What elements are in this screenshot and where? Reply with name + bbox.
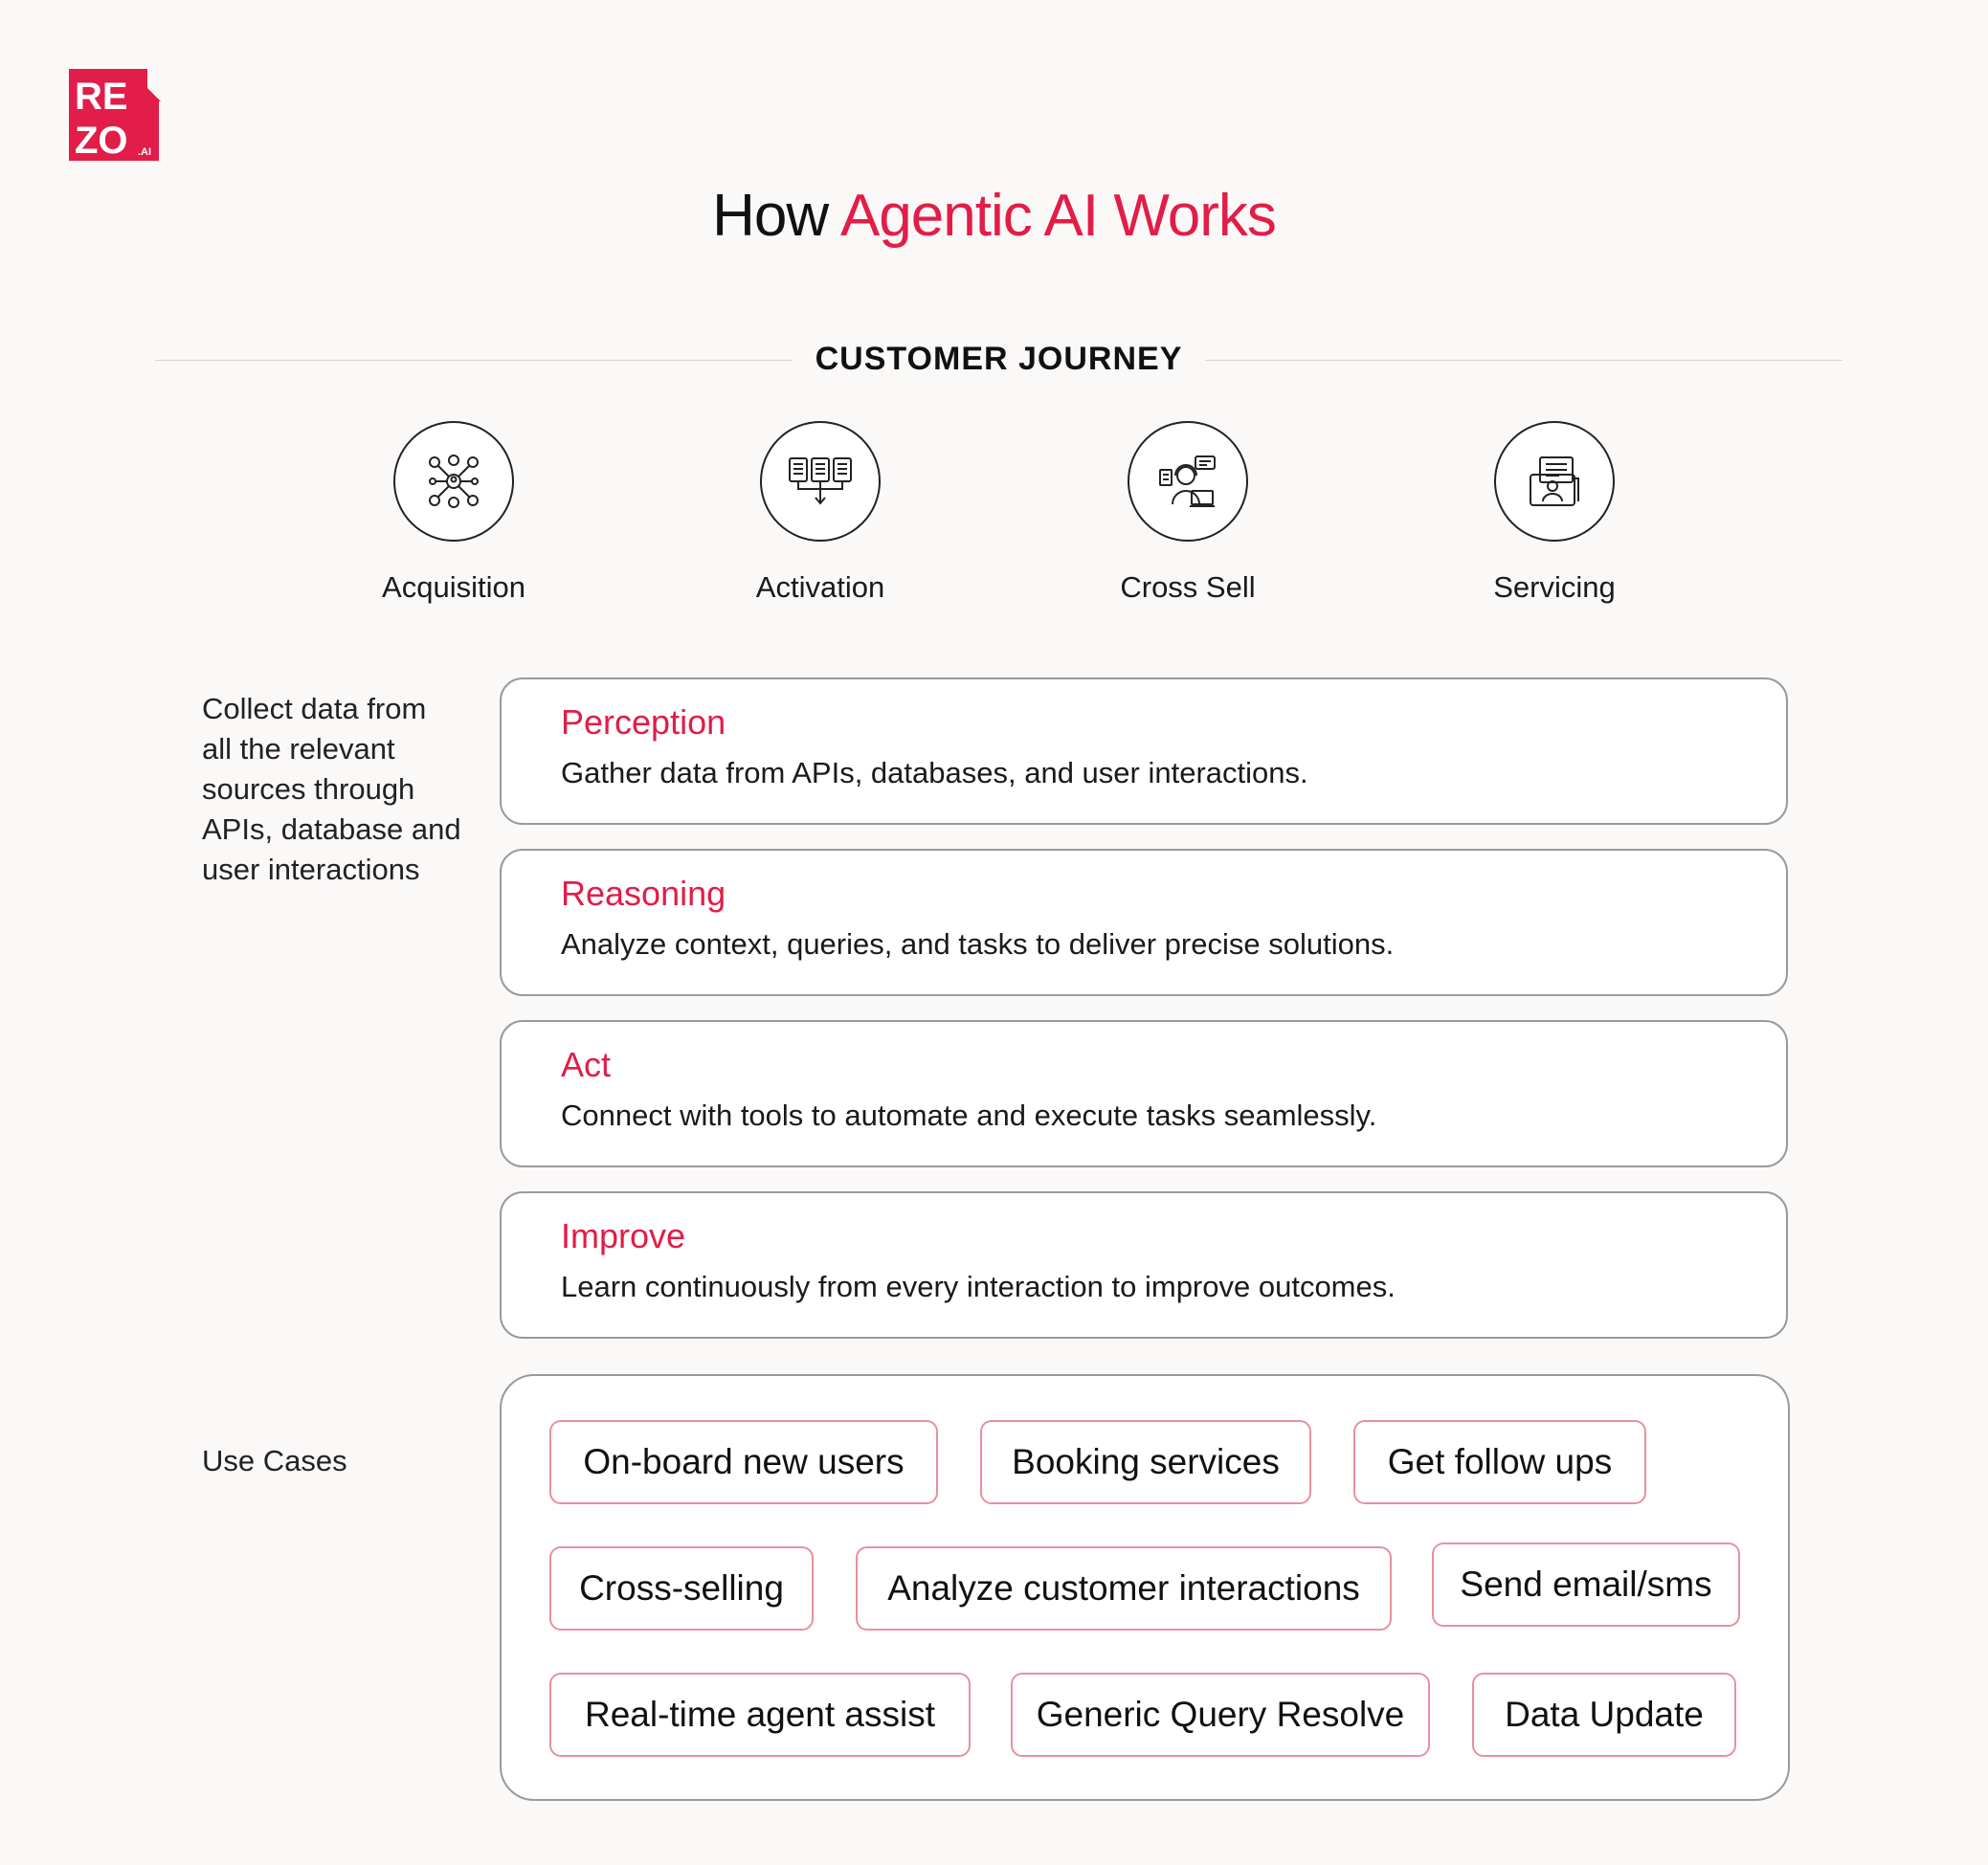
svg-text:ZO: ZO <box>75 120 128 161</box>
customer-journey-label: CUSTOMER JOURNEY <box>815 341 1183 377</box>
stage-cross-sell <box>1073 421 1303 605</box>
side-note-line: all the relevant <box>202 732 395 766</box>
stage-label: Acquisition <box>382 570 525 604</box>
step-card-perception <box>500 677 1788 825</box>
stage-label: Cross Sell <box>1120 570 1256 604</box>
divider-right <box>1205 360 1843 361</box>
side-note-line: APIs, database and <box>202 812 461 846</box>
use-case-chip: Data Update <box>1472 1673 1736 1757</box>
customer-journey-header <box>155 341 1843 379</box>
svg-text:RE: RE <box>75 76 128 118</box>
step-card-act <box>500 1020 1788 1167</box>
use-case-chip: Real-time agent assist <box>549 1673 971 1757</box>
network-users-icon <box>393 421 514 542</box>
use-cases-label: Use Cases <box>202 1444 347 1477</box>
step-name: Reasoning <box>561 874 726 913</box>
documents-flow-icon <box>760 421 881 542</box>
use-case-chip: On-board new users <box>549 1420 938 1504</box>
stage-servicing <box>1440 421 1669 605</box>
title-prefix: How <box>712 183 840 249</box>
side-note <box>202 689 461 890</box>
use-case-chip: Send email/sms <box>1432 1543 1740 1627</box>
use-cases-panel <box>500 1374 1790 1801</box>
page-title <box>0 182 1988 250</box>
stage-acquisition <box>339 421 569 605</box>
brand-logo <box>69 69 161 161</box>
use-case-chip: Get follow ups <box>1353 1420 1646 1504</box>
use-case-chip: Cross-selling <box>549 1546 814 1631</box>
step-description: Connect with tools to automate and execute tasks seamlessly. <box>561 1099 1377 1132</box>
stage-label: Activation <box>755 570 885 604</box>
stage-activation <box>705 421 935 605</box>
step-card-reasoning <box>500 849 1788 996</box>
step-name: Improve <box>561 1216 686 1255</box>
step-name: Act <box>561 1045 612 1084</box>
step-description: Analyze context, queries, and tasks to deliver precise solutions. <box>561 927 1395 961</box>
side-note-line: Collect data from <box>202 692 427 725</box>
step-description: Learn continuously from every interaction to improve outcomes. <box>561 1270 1396 1303</box>
step-description: Gather data from APIs, databases, and user interactions. <box>561 756 1308 789</box>
side-note-line: user interactions <box>202 853 420 886</box>
use-case-chip: Booking services <box>980 1420 1311 1504</box>
step-card-improve <box>500 1191 1788 1339</box>
use-case-chip: Analyze customer interactions <box>856 1546 1392 1631</box>
support-agent-icon <box>1128 421 1248 542</box>
title-accent: Agentic AI Works <box>839 183 1276 249</box>
stage-label: Servicing <box>1493 570 1616 604</box>
step-name: Perception <box>561 702 726 742</box>
svg-text:.AI: .AI <box>138 146 152 158</box>
service-profile-icon <box>1494 421 1615 542</box>
use-case-chip: Generic Query Resolve <box>1011 1673 1430 1757</box>
side-note-line: sources through <box>202 772 415 806</box>
